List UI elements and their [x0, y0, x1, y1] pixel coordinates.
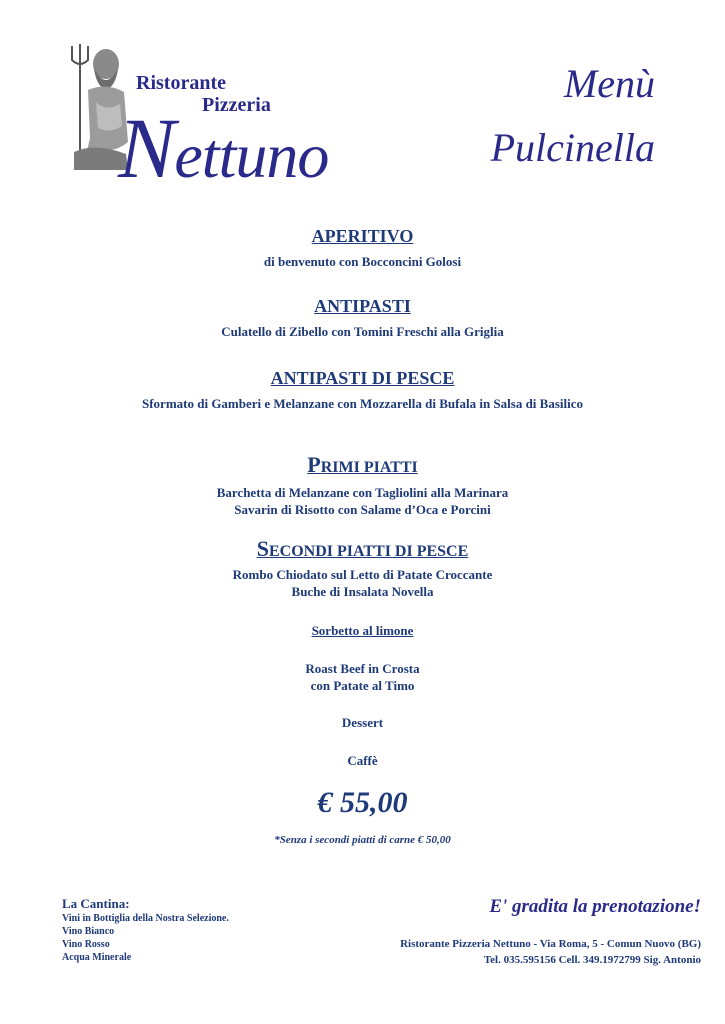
- section-heading: [0, 452, 725, 478]
- heading-rest: ECONDI PIATTI DI PESCE: [268, 543, 469, 560]
- menu-item: Buche di Insalata Novella: [291, 584, 434, 599]
- section-heading: [0, 536, 725, 562]
- menu-item: Rombo Chiodato sul Letto di Patate Croccante: [232, 567, 493, 582]
- menu-item: Sformato di Gamberi e Melanzane con Mozzarella di Bufala in Salsa di Basilico: [141, 396, 584, 411]
- cantina-item: Vino Bianco: [62, 926, 115, 937]
- section-secondi: [0, 536, 725, 600]
- menu-item: Savarin di Risotto con Salame d’Oca e Porcini: [234, 502, 491, 517]
- menu-item: Culatello di Zibello con Tomini Freschi alla Griglia: [221, 324, 504, 339]
- heading-rest: RIMI PIATTI: [320, 459, 418, 476]
- cantina-block: [62, 896, 322, 964]
- section-heading: APERITIVO: [311, 226, 414, 246]
- section-primi: [0, 452, 725, 518]
- section-heading: ANTIPASTI: [314, 296, 411, 316]
- section-heading: ANTIPASTI DI PESCE: [270, 368, 455, 388]
- price-note: *Senza i secondi piatti di carne € 50,00: [274, 834, 451, 846]
- section-antipasti-pesce: [0, 368, 725, 412]
- logo-text-ristorante: Ristorante: [136, 72, 226, 94]
- cantina-item: Vino Rosso: [62, 939, 110, 950]
- menu-item: di benvenuto con Bocconcini Golosi: [263, 254, 462, 269]
- contact-block: [400, 936, 701, 968]
- cantina-item: Acqua Minerale: [62, 952, 132, 963]
- menu-price: € 55,00: [317, 786, 408, 819]
- heading-initial: P: [307, 452, 321, 477]
- sorbetto-item: Sorbetto al limone: [311, 623, 414, 638]
- heading-initial: S: [256, 536, 269, 561]
- dessert-item: Dessert: [341, 715, 384, 730]
- logo-brand-rest: ettuno: [174, 120, 329, 191]
- caffe-item: Caffè: [347, 753, 378, 768]
- roast-item-line2: con Patate al Timo: [310, 678, 415, 693]
- address-line: Ristorante Pizzeria Nettuno - Via Roma, 5 - Comun Nuovo (BG): [400, 938, 701, 950]
- section-antipasti: [0, 296, 725, 340]
- menu-title-line2: Pulcinella: [490, 125, 655, 170]
- restaurant-logo: [66, 42, 329, 196]
- cantina-title: La Cantina:: [62, 896, 130, 911]
- menu-title-line1: Menù: [563, 61, 655, 106]
- reservation-note: E' gradita la prenotazione!: [489, 896, 701, 917]
- logo-text-nettuno: [118, 98, 328, 198]
- logo-text-pizzeria: Pizzeria: [202, 94, 271, 116]
- phone-line: Tel. 035.595156 Cell. 349.1972799 Sig. Antonio: [483, 954, 701, 966]
- roast-item-line1: Roast Beef in Crosta: [305, 661, 420, 676]
- cantina-item: Vini in Bottiglia della Nostra Selezione.: [62, 913, 229, 924]
- logo-initial: N: [118, 100, 175, 196]
- section-aperitivo: [0, 226, 725, 270]
- menu-item: Barchetta di Melanzane con Tagliolini alla Marinara: [216, 485, 509, 500]
